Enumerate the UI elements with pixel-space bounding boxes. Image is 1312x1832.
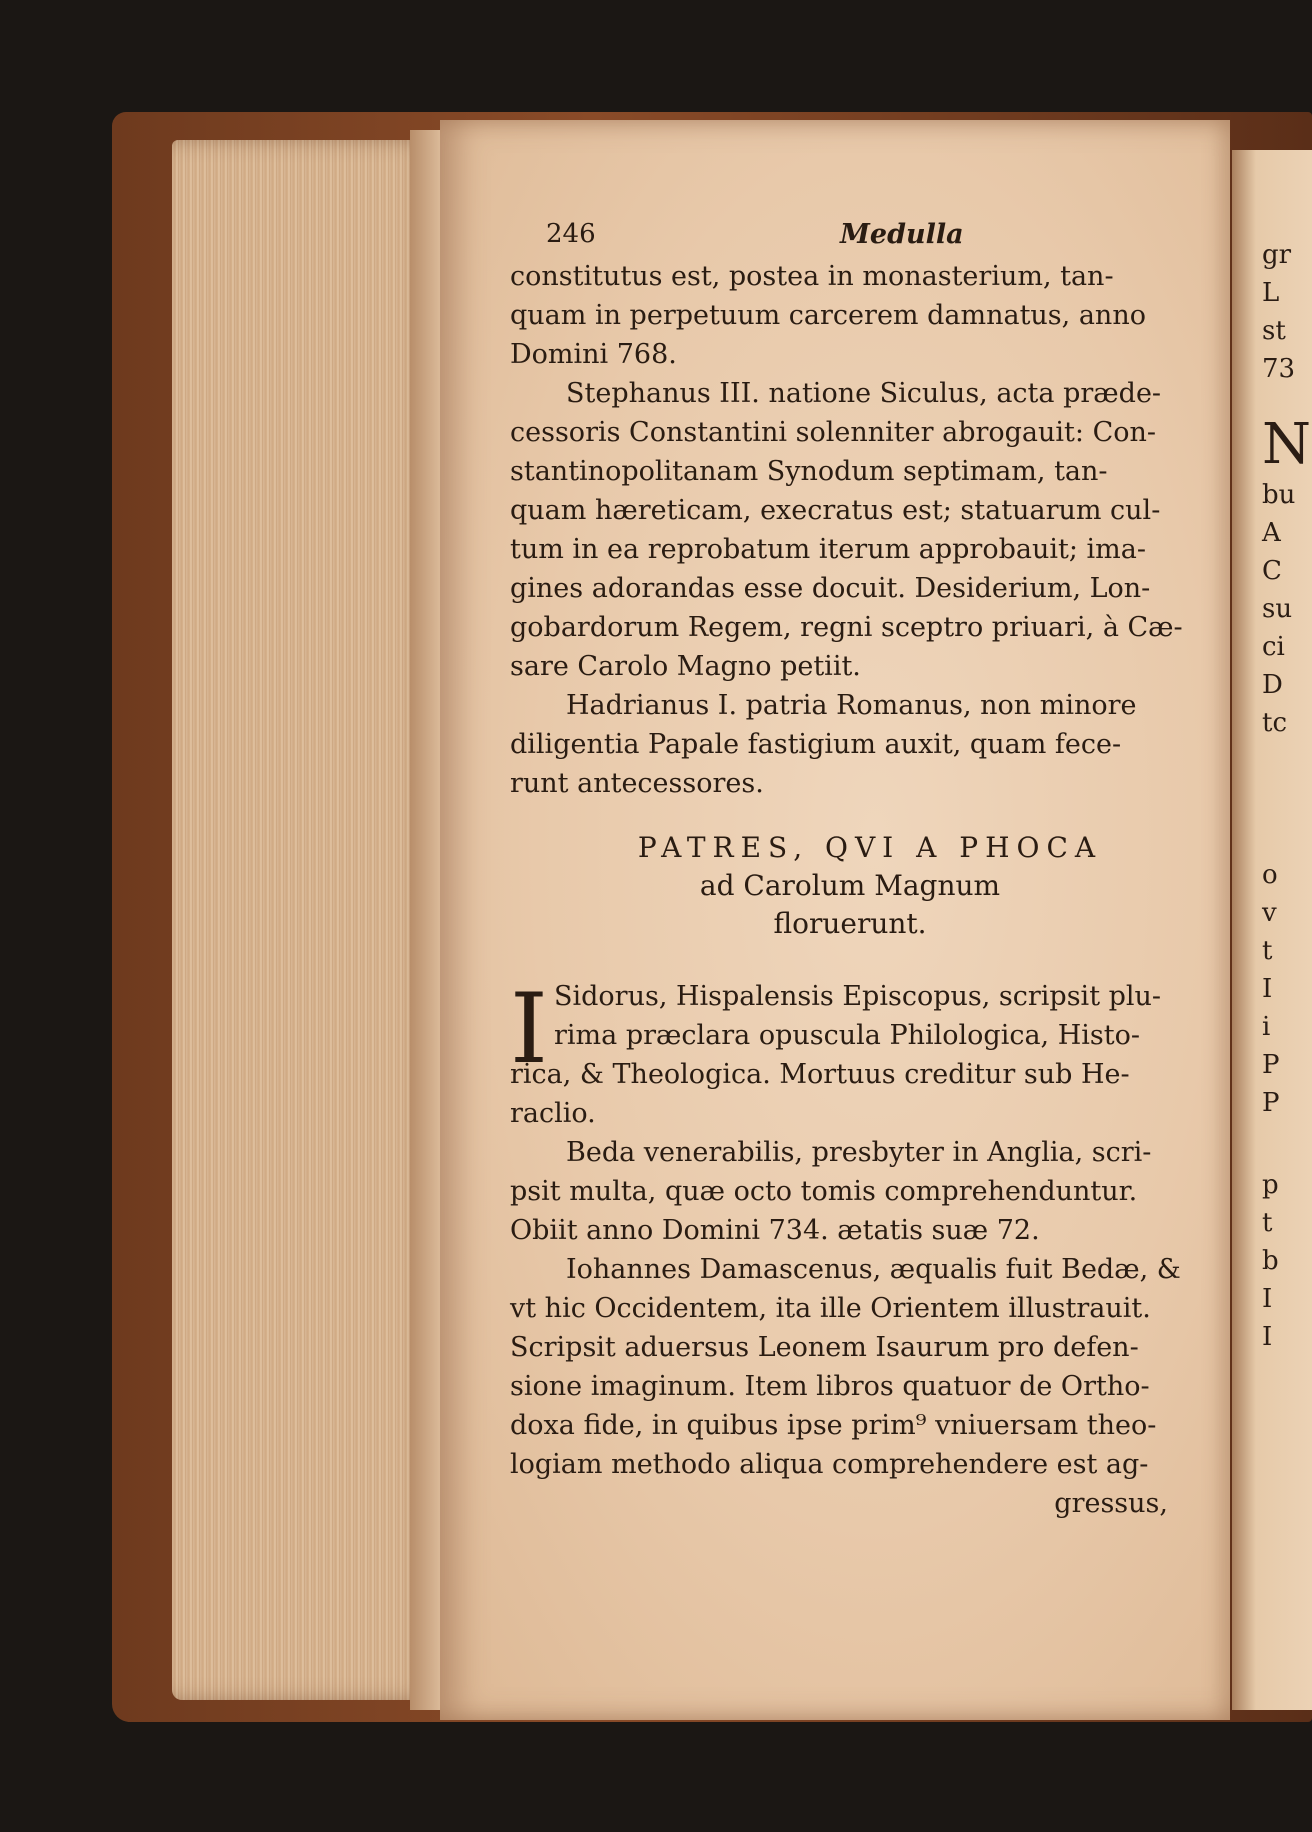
facing-fragment: o (1262, 860, 1278, 890)
facing-fragment: I (1262, 1284, 1273, 1314)
text-line: constitutus est, postea in monasterium, tan- (510, 261, 1114, 292)
text-line: cessoris Constantini solenniter abrogauit: Con- (510, 417, 1156, 448)
text-line: psit multa, quæ octo tomis comprehenduntur. (510, 1176, 1138, 1207)
facing-fragment: D (1262, 670, 1283, 700)
text-line: doxa fide, in quibus ipse prim⁹ vniuersam theo- (510, 1410, 1157, 1441)
facing-fragment: ci (1262, 632, 1285, 662)
facing-fragment: gr (1262, 240, 1292, 270)
facing-fragment: P (1262, 1050, 1280, 1080)
text-line: Iohannes Damascenus, æqualis fuit Bedæ, & (566, 1254, 1181, 1285)
section-heading-line: PATRES, QVI A PHOCA (637, 831, 1103, 864)
text-line: sare Carolo Magno petiit. (510, 651, 861, 682)
facing-fragment: b (1262, 1246, 1279, 1276)
text-line: gobardorum Regem, regni sceptro priuari, à Cæ- (510, 612, 1183, 643)
page-text (510, 215, 1190, 1523)
text-line: rica, & Theologica. Mortuus creditur sub He- (510, 1059, 1130, 1090)
facing-fragment: bu (1262, 480, 1296, 510)
facing-fragment: L (1262, 278, 1280, 308)
facing-fragment: su (1262, 594, 1293, 624)
facing-fragment: i (1262, 1012, 1271, 1042)
text-line: quam hæreticam, execratus est; statuarum cul- (510, 495, 1161, 526)
paragraph (510, 686, 1190, 803)
page-number: 246 (546, 219, 596, 249)
text-line: quam in perpetuum carcerem damnatus, anno (510, 300, 1146, 331)
text-line: logiam methodo aliqua comprehendere est ag- (510, 1449, 1149, 1480)
catchword: gressus, (1054, 1488, 1168, 1519)
text-line: rima præclara opuscula Philologica, Histo- (554, 1020, 1140, 1051)
text-line: runt antecessores. (510, 768, 764, 799)
text-line: raclio. (510, 1098, 596, 1129)
facing-fragment: A (1262, 518, 1281, 548)
facing-fragment: st (1262, 316, 1286, 346)
section-heading (510, 829, 1190, 943)
paragraph (510, 1250, 1190, 1484)
text-line: vt hic Occidentem, ita ille Orientem illustrauit. (510, 1293, 1151, 1324)
section-heading-line: ad Carolum Magnum (699, 869, 1001, 902)
facing-fragment: N (1262, 412, 1311, 477)
text-line: diligentia Papale fastigium auxit, quam fece- (510, 729, 1122, 760)
text-line: Sidorus, Hispalensis Episcopus, scripsit plu- (554, 981, 1162, 1012)
paragraph (510, 973, 1190, 1133)
text-line: Stephanus III. natione Siculus, acta præde- (566, 378, 1162, 409)
paragraph (510, 374, 1190, 686)
paragraph (510, 1133, 1190, 1250)
facing-fragment: p (1262, 1170, 1279, 1200)
paragraph (510, 257, 1190, 374)
text-line: tum in ea reprobatum iterum approbauit; ima- (510, 534, 1146, 565)
text-line: stantinopolitanam Synodum septimam, tan- (510, 456, 1108, 487)
facing-fragment: I (1262, 974, 1273, 1004)
text-line: sione imaginum. Item libros quatuor de Ortho- (510, 1371, 1150, 1402)
facing-fragment: C (1262, 556, 1282, 586)
text-line: Obiit anno Domini 734. ætatis suæ 72. (510, 1215, 1040, 1246)
text-line: Hadrianus I. patria Romanus, non minore (566, 690, 1137, 721)
facing-fragment: 73 (1262, 354, 1296, 384)
section-heading-line: floruerunt. (773, 907, 927, 940)
facing-page-edge (1232, 150, 1312, 1710)
drop-cap: I (510, 973, 548, 1085)
facing-fragment: P (1262, 1088, 1280, 1118)
page-edges (172, 140, 432, 1700)
text-line: Scripsit aduersus Leonem Isaurum pro defen- (510, 1332, 1139, 1363)
facing-fragment: t (1262, 936, 1273, 966)
facing-fragment: v (1262, 898, 1277, 928)
text-line: Domini 768. (510, 339, 677, 370)
running-title: Medulla (840, 219, 964, 250)
running-head (510, 215, 1190, 257)
text-line: Beda venerabilis, presbyter in Anglia, scri- (566, 1137, 1152, 1168)
facing-fragment: tc (1262, 708, 1288, 738)
text-line: gines adorandas esse docuit. Desiderium, Lon- (510, 573, 1151, 604)
facing-fragment: I (1262, 1322, 1273, 1352)
facing-fragment: t (1262, 1208, 1273, 1238)
